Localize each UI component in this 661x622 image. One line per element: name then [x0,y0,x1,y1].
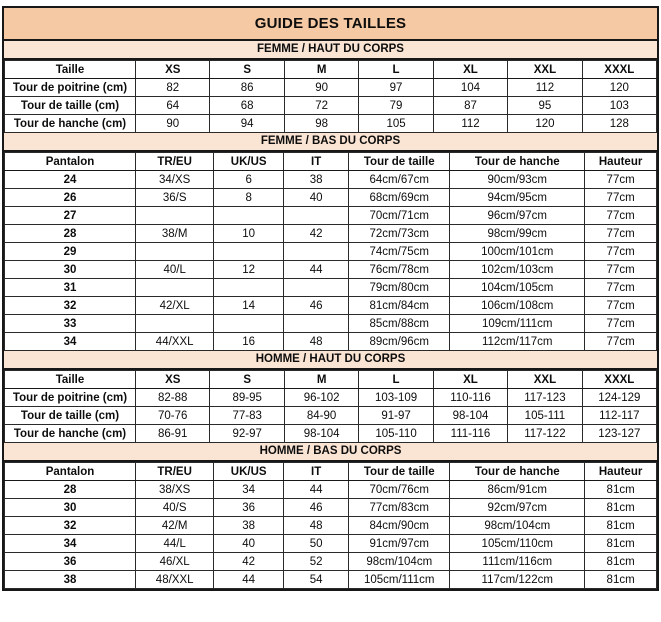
cell: 81cm/84cm [349,297,450,315]
cell: 44/L [136,535,214,553]
cell [214,315,284,333]
cell: 86-91 [136,425,210,443]
column-header: Pantalon [5,153,136,171]
column-header: Tour de hanche [450,463,585,481]
cell: 44 [214,571,284,589]
cell: 76cm/78cm [349,261,450,279]
cell: 44 [284,481,349,499]
table-row [5,225,657,243]
column-header: Tour de hanche [450,153,585,171]
cell: 48 [284,517,349,535]
cell: 77cm [585,315,657,333]
column-header: Tour de taille [349,153,450,171]
table-row [5,207,657,225]
cell: 98 [284,115,358,133]
cell: 42/M [136,517,214,535]
cell: 50 [284,535,349,553]
cell [136,279,214,297]
column-header: Pantalon [5,463,136,481]
cell: 112 [508,79,582,97]
cell: 34/XS [136,171,214,189]
cell [284,207,349,225]
table-row [5,389,657,407]
table-row [5,407,657,425]
cell: 14 [214,297,284,315]
cell: 103-109 [359,389,433,407]
cell: 42 [214,553,284,571]
cell: 91cm/97cm [349,535,450,553]
column-header: XXXL [582,371,656,389]
cell: 105-111 [508,407,582,425]
cell: 10 [214,225,284,243]
cell: 103 [582,97,656,115]
sections-container [4,41,657,589]
column-header: XL [433,61,507,79]
cell: 124-129 [582,389,656,407]
cell: 86cm/91cm [450,481,585,499]
column-header: S [210,61,284,79]
column-header: TR/EU [136,463,214,481]
row-label: 34 [5,333,136,351]
cell: 86 [210,79,284,97]
cell [284,315,349,333]
section-table [4,60,657,133]
row-label: 27 [5,207,136,225]
cell: 94 [210,115,284,133]
section-heading: HOMME / BAS DU CORPS [4,443,657,462]
cell: 16 [214,333,284,351]
column-header-row [5,463,657,481]
column-header: M [284,371,358,389]
column-header: UK/US [214,153,284,171]
cell: 46/XL [136,553,214,571]
column-header: TR/EU [136,153,214,171]
cell: 8 [214,189,284,207]
cell: 81cm [585,499,657,517]
cell: 87 [433,97,507,115]
cell: 102cm/103cm [450,261,585,279]
cell: 81cm [585,553,657,571]
column-header: L [359,61,433,79]
cell: 85cm/88cm [349,315,450,333]
column-header: Hauteur [585,153,657,171]
cell: 44 [284,261,349,279]
cell: 52 [284,553,349,571]
cell: 97 [359,79,433,97]
section-heading: HOMME / HAUT DU CORPS [4,351,657,370]
cell: 36 [214,499,284,517]
cell: 82 [136,79,210,97]
table-row [5,571,657,589]
column-header: UK/US [214,463,284,481]
cell: 42/XL [136,297,214,315]
table-row [5,297,657,315]
cell: 104cm/105cm [450,279,585,297]
column-header: S [210,371,284,389]
cell: 111-116 [433,425,507,443]
column-header: XS [136,61,210,79]
cell: 94cm/95cm [450,189,585,207]
cell: 40 [214,535,284,553]
cell: 117-123 [508,389,582,407]
row-label: 26 [5,189,136,207]
column-header-row [5,61,657,79]
table-row [5,279,657,297]
cell: 90 [136,115,210,133]
cell: 89-95 [210,389,284,407]
column-header: M [284,61,358,79]
cell: 79cm/80cm [349,279,450,297]
cell: 40 [284,189,349,207]
cell: 42 [284,225,349,243]
cell: 6 [214,171,284,189]
column-header: L [359,371,433,389]
cell: 46 [284,499,349,517]
cell: 98cm/104cm [349,553,450,571]
cell: 105cm/111cm [349,571,450,589]
cell: 40/L [136,261,214,279]
cell: 105 [359,115,433,133]
cell: 64 [136,97,210,115]
cell: 54 [284,571,349,589]
cell: 120 [508,115,582,133]
cell: 77cm [585,261,657,279]
cell: 77cm [585,279,657,297]
cell: 92cm/97cm [450,499,585,517]
cell: 98-104 [284,425,358,443]
cell: 90 [284,79,358,97]
row-label: 33 [5,315,136,333]
page-title: GUIDE DES TAILLES [4,8,657,41]
cell: 84-90 [284,407,358,425]
row-label: Tour de hanche (cm) [5,115,136,133]
cell: 38/M [136,225,214,243]
cell: 96-102 [284,389,358,407]
cell: 70cm/71cm [349,207,450,225]
row-label: 30 [5,261,136,279]
cell: 112-117 [582,407,656,425]
column-header: Taille [5,371,136,389]
cell: 46 [284,297,349,315]
cell: 128 [582,115,656,133]
row-label: 28 [5,481,136,499]
cell [136,315,214,333]
cell: 77cm [585,243,657,261]
cell [284,243,349,261]
row-label: 28 [5,225,136,243]
table-row [5,115,657,133]
row-label: 32 [5,517,136,535]
column-header: Taille [5,61,136,79]
cell: 105cm/110cm [450,535,585,553]
row-label: 31 [5,279,136,297]
cell: 98cm/104cm [450,517,585,535]
row-label: 38 [5,571,136,589]
cell: 77cm [585,333,657,351]
cell: 77-83 [210,407,284,425]
cell: 120 [582,79,656,97]
cell: 68cm/69cm [349,189,450,207]
cell: 77cm [585,225,657,243]
row-label: Tour de hanche (cm) [5,425,136,443]
table-row [5,499,657,517]
cell: 64cm/67cm [349,171,450,189]
cell: 84cm/90cm [349,517,450,535]
cell: 72 [284,97,358,115]
cell: 68 [210,97,284,115]
cell: 105-110 [359,425,433,443]
table-row [5,535,657,553]
cell: 48 [284,333,349,351]
cell: 95 [508,97,582,115]
table-row [5,243,657,261]
cell: 72cm/73cm [349,225,450,243]
cell [214,207,284,225]
table-row [5,517,657,535]
row-label: 32 [5,297,136,315]
column-header-row [5,153,657,171]
cell: 44/XXL [136,333,214,351]
row-label: Tour de poitrine (cm) [5,389,136,407]
cell: 38/XS [136,481,214,499]
row-label: 29 [5,243,136,261]
cell: 98-104 [433,407,507,425]
column-header: XXL [508,371,582,389]
table-row [5,333,657,351]
cell: 112 [433,115,507,133]
section-heading: FEMME / BAS DU CORPS [4,133,657,152]
table-row [5,97,657,115]
cell [214,243,284,261]
section-table [4,370,657,443]
cell: 123-127 [582,425,656,443]
cell: 112cm/117cm [450,333,585,351]
table-row [5,79,657,97]
column-header: XXL [508,61,582,79]
cell: 40/S [136,499,214,517]
column-header-row [5,371,657,389]
cell: 70-76 [136,407,210,425]
cell: 89cm/96cm [349,333,450,351]
row-label: Tour de taille (cm) [5,97,136,115]
column-header: XXXL [582,61,656,79]
row-label: 24 [5,171,136,189]
cell [136,243,214,261]
table-row [5,481,657,499]
table-row [5,553,657,571]
table-row [5,189,657,207]
cell: 81cm [585,481,657,499]
column-header: IT [284,463,349,481]
cell: 48/XXL [136,571,214,589]
cell: 90cm/93cm [450,171,585,189]
section-table [4,462,657,589]
row-label: 34 [5,535,136,553]
cell: 34 [214,481,284,499]
cell [136,207,214,225]
cell [284,279,349,297]
cell [214,279,284,297]
cell: 91-97 [359,407,433,425]
cell: 77cm [585,207,657,225]
cell: 117cm/122cm [450,571,585,589]
cell: 106cm/108cm [450,297,585,315]
cell: 12 [214,261,284,279]
section-heading: FEMME / HAUT DU CORPS [4,41,657,60]
cell: 98cm/99cm [450,225,585,243]
table-row [5,261,657,279]
column-header: IT [284,153,349,171]
cell: 77cm [585,297,657,315]
row-label: 30 [5,499,136,517]
column-header: Tour de taille [349,463,450,481]
column-header: XS [136,371,210,389]
cell: 70cm/76cm [349,481,450,499]
cell: 38 [284,171,349,189]
cell: 111cm/116cm [450,553,585,571]
cell: 82-88 [136,389,210,407]
table-row [5,315,657,333]
cell: 77cm/83cm [349,499,450,517]
cell: 77cm [585,171,657,189]
size-guide-table [2,6,659,591]
cell: 117-122 [508,425,582,443]
cell: 81cm [585,571,657,589]
table-row [5,171,657,189]
cell: 79 [359,97,433,115]
cell: 77cm [585,189,657,207]
cell: 100cm/101cm [450,243,585,261]
cell: 74cm/75cm [349,243,450,261]
cell: 38 [214,517,284,535]
cell: 81cm [585,535,657,553]
cell: 81cm [585,517,657,535]
section-table [4,152,657,351]
cell: 110-116 [433,389,507,407]
row-label: Tour de taille (cm) [5,407,136,425]
table-row [5,425,657,443]
column-header: XL [433,371,507,389]
cell: 96cm/97cm [450,207,585,225]
cell: 109cm/111cm [450,315,585,333]
cell: 36/S [136,189,214,207]
row-label: 36 [5,553,136,571]
cell: 104 [433,79,507,97]
cell: 92-97 [210,425,284,443]
row-label: Tour de poitrine (cm) [5,79,136,97]
column-header: Hauteur [585,463,657,481]
